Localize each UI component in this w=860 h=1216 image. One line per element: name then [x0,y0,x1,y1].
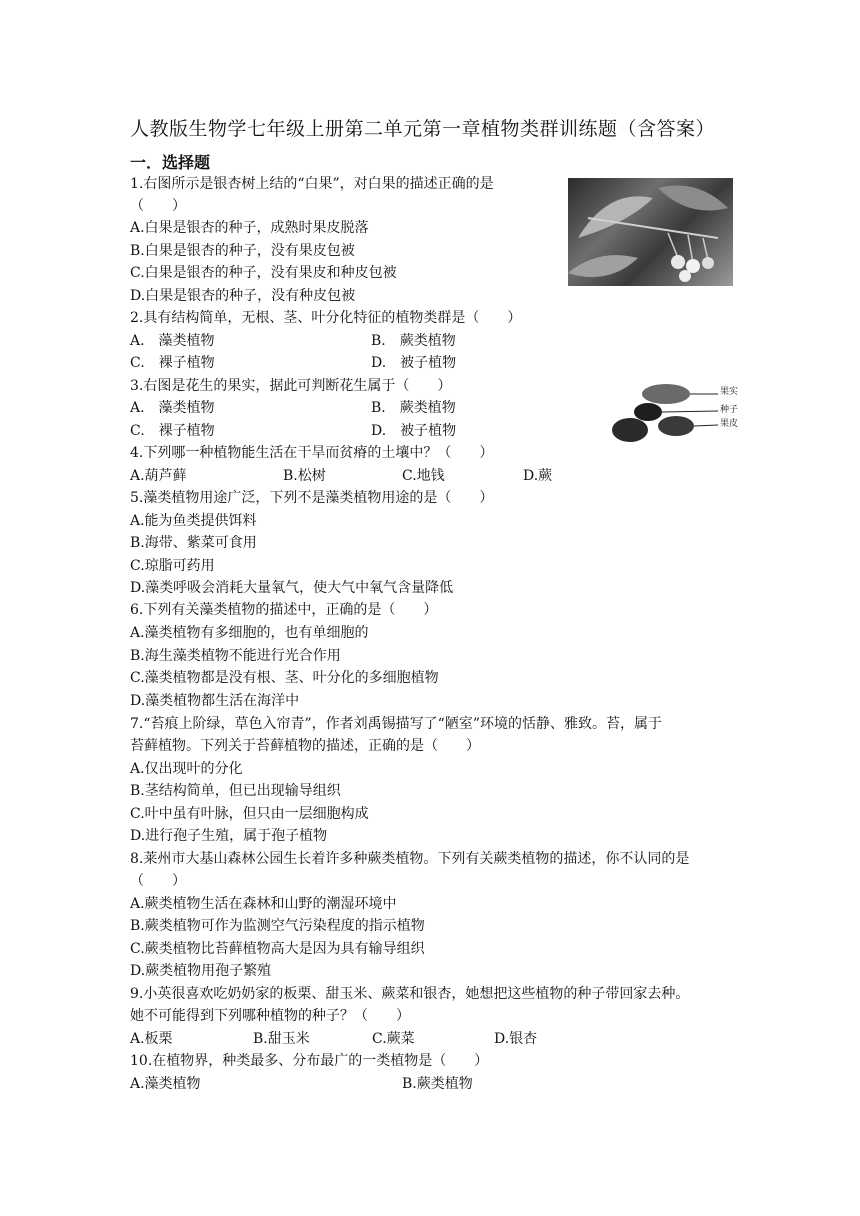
q9-option-a: A.板栗 [130,1031,173,1047]
q2-option-d: D. 被子植物 [371,355,457,371]
section-heading: 一．选择题 [130,153,211,172]
q4-option-d: D.蕨 [523,468,553,484]
q10-option-a: A.藻类植物 [130,1076,201,1092]
q1-blank: （ ） [130,198,186,214]
ginkgo-illustration [568,178,733,286]
q6-option-a: A.藻类植物有多细胞的，也有单细胞的 [130,625,369,641]
q1-option-a: A.白果是银杏的种子，成熟时果皮脱落 [130,220,369,236]
q7-stem-line1: 7.“苔痕上阶绿，草色入帘青”，作者刘禹锡描写了“陋室”环境的恬静、雅致。苔，属于 [130,716,662,732]
q7-option-d: D.进行孢子生殖，属于孢子植物 [130,828,328,844]
peanut-label-seed: 种子 [720,405,739,415]
q7-option-a: A.仅出现叶的分化 [130,761,243,777]
q2-stem: 2.具有结构简单，无根、茎、叶分化特征的植物类群是（ ） [130,310,522,326]
q7-option-b: B.茎结构简单，但已出现输导组织 [130,783,341,799]
peanut-label-fruit: 果实 [720,387,739,397]
q5-stem: 5.藻类植物用途广泛，下列不是藻类植物用途的是（ ） [130,490,494,506]
q5-option-c: C.琼脂可药用 [130,558,215,574]
q8-option-b: B.蕨类植物可作为监测空气污染程度的指示植物 [130,918,425,934]
document-title: 人教版生物学七年级上册第二单元第一章植物类群训练题（含答案） [130,118,716,140]
q6-option-c: C.藻类植物都是没有根、茎、叶分化的多细胞植物 [130,670,439,686]
q1-option-c: C.白果是银杏的种子，没有果皮和种皮包被 [130,265,397,281]
q8-blank: （ ） [130,873,186,889]
q3-option-c: C. 裸子植物 [130,423,215,439]
q9-option-d: D.银杏 [494,1031,538,1047]
q3-stem: 3.右图是花生的果实，据此可判断花生属于（ ） [130,378,452,394]
q8-option-d: D.蕨类植物用孢子繁殖 [130,963,272,979]
q5-option-d: D.藻类呼吸会消耗大量氧气，使大气中氧气含量降低 [130,580,454,596]
q2-option-a: A. 藻类植物 [130,333,215,349]
q3-option-b: B. 蕨类植物 [371,400,456,416]
q6-stem: 6.下列有关藻类植物的描述中，正确的是（ ） [130,602,438,618]
q6-option-b: B.海生藻类植物不能进行光合作用 [130,648,341,664]
q5-option-b: B.海带、紫菜可食用 [130,535,257,551]
ginkgo-photo [568,178,733,286]
q4-option-c: C.地钱 [402,468,445,484]
q9-stem-line2: 她不可能得到下列哪种植物的种子？（ ） [130,1008,410,1024]
peanut-figure [606,378,746,446]
q7-option-c: C.叶中虽有叶脉，但只由一层细胞构成 [130,806,369,822]
q4-option-a: A.葫芦藓 [130,468,187,484]
peanut-label-pericarp: 果皮 [720,419,739,429]
q3-option-d: D. 被子植物 [371,423,457,439]
q8-stem: 8.莱州市大基山森林公园生长着许多种蕨类植物。下列有关蕨类植物的描述，你不认同的是 [130,851,690,867]
q10-stem: 10.在植物界，种类最多、分布最广的一类植物是（ ） [130,1053,489,1069]
q1-stem: 1.右图所示是银杏树上结的“白果”，对白果的描述正确的是 [130,176,494,192]
q9-option-b: B.甜玉米 [253,1031,310,1047]
q9-stem-line1: 9.小英很喜欢吃奶奶家的板栗、甜玉米、蕨菜和银杏，她想把这些植物的种子带回家去种。 [130,986,690,1002]
q1-option-d: D.白果是银杏的种子，没有种皮包被 [130,288,356,304]
q8-option-a: A.蕨类植物生活在森林和山野的潮湿环境中 [130,896,397,912]
q6-option-d: D.藻类植物都生活在海洋中 [130,693,300,709]
q2-option-c: C. 裸子植物 [130,355,215,371]
q8-option-c: C.蕨类植物比苔藓植物高大是因为具有输导组织 [130,941,425,957]
q5-option-a: A.能为鱼类提供饵料 [130,513,257,529]
q4-option-b: B.松树 [283,468,326,484]
q3-option-a: A. 藻类植物 [130,400,215,416]
q2-option-b: B. 蕨类植物 [371,333,456,349]
q1-option-b: B.白果是银杏的种子，没有果皮包被 [130,243,355,259]
q10-option-b: B.蕨类植物 [402,1076,473,1092]
q7-stem-line2: 苔藓植物。下列关于苔藓植物的描述，正确的是（ ） [130,738,480,754]
q9-option-c: C.蕨菜 [372,1031,415,1047]
q4-stem: 4.下列哪一种植物能生活在干旱而贫瘠的土壤中？（ ） [130,445,494,461]
